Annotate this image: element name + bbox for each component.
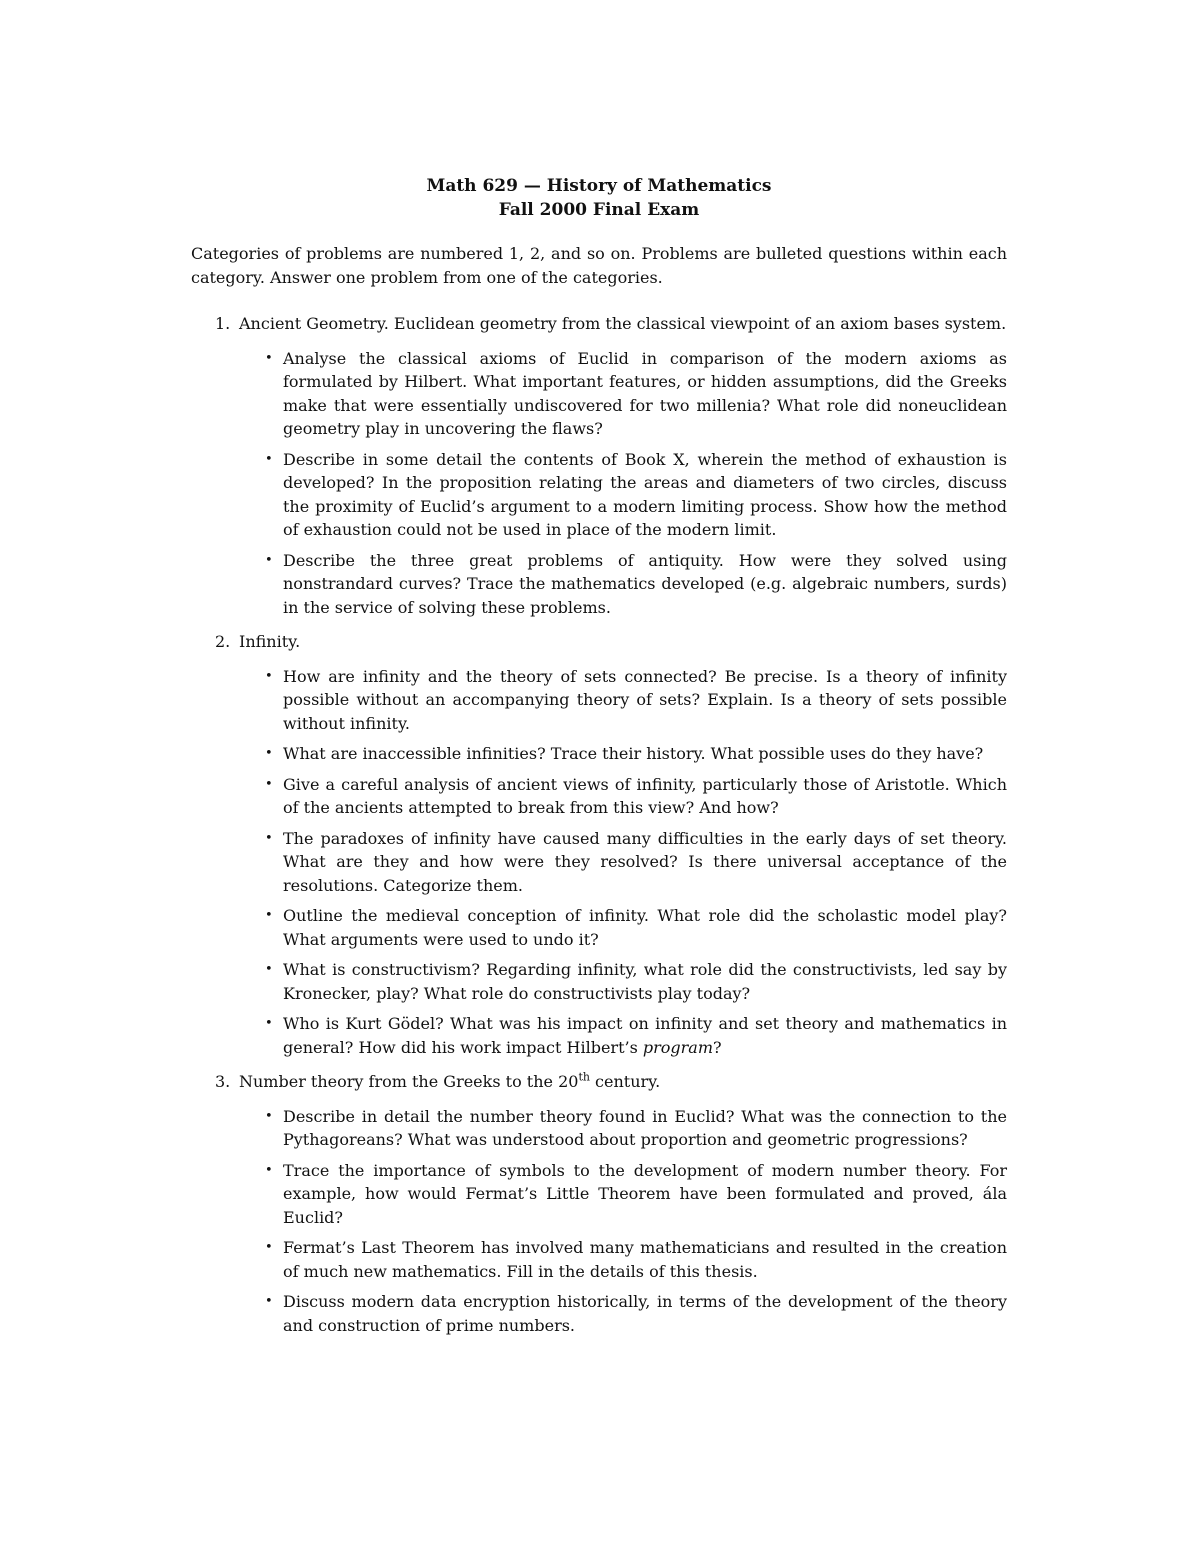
bullet-icon: •	[265, 451, 273, 467]
bullet-icon: •	[265, 1240, 273, 1255]
category-number-theory	[191, 1070, 1007, 1337]
page-title: Math 629 — History of Mathematics	[426, 176, 772, 196]
problem-item	[265, 1290, 1007, 1337]
problem-text: Describe in detail the number theory found in Euclid? What was the connection to the Pythagoreans? What was understood about proportion and geometric progressions?	[283, 1106, 1007, 1149]
problem-item	[265, 448, 1007, 542]
problem-text: Analyse the classical axioms of Euclid in comparison of the modern axioms as formulated by Hilbert. What important features, or hidden assumptions, did the Greeks make that were essentially undiscovered for two millenia? What role did noneuclidean geometry play in uncovering the flaws?	[283, 348, 1007, 438]
problem-item	[265, 1159, 1007, 1230]
problem-text: Give a careful analysis of ancient views of infinity, particularly those of Aristotle. Which of the ancients attempted to break from this view? And how?	[283, 774, 1007, 817]
problem-item	[265, 958, 1007, 1005]
problem-text: How are infinity and the theory of sets connected? Be precise. Is a theory of infinity possible without an accompanying theory of sets? Explain. Is a theory of sets possible without infinity.	[283, 666, 1007, 733]
bullet-icon: •	[265, 668, 273, 684]
problem-text: What is constructivism? Regarding infinity, what role did the constructivists, led say by Kronecker, play? What role do constructivists play today?	[283, 960, 1007, 1003]
problem-item	[265, 1236, 1007, 1283]
problem-text: Describe the three great problems of antiquity. How were they solved using nonstrandard curves? Trace the mathematics developed (e.g. algebraic numbers, surds) in the service of solving these problems.	[283, 550, 1007, 617]
category-title	[239, 1070, 1007, 1094]
instructions-paragraph: Categories of problems are numbered 1, 2, and so on. Problems are bulleted questions within each category. Answer one problem from one of the categories.	[191, 244, 1007, 287]
problem-item	[265, 347, 1007, 441]
problem-text-part: ?	[713, 1037, 722, 1057]
exam-page	[191, 174, 1007, 1348]
category-infinity	[191, 630, 1007, 1059]
bullet-icon: •	[265, 962, 273, 977]
title-block	[191, 174, 1007, 222]
problem-text	[283, 1014, 1007, 1057]
program-emphasis: program	[642, 1037, 714, 1057]
category-title-part: century.	[589, 1072, 661, 1091]
category-number: 3.	[215, 1072, 231, 1091]
problem-text: Outline the medieval conception of infinity. What role did the scholastic model play? What arguments were used to undo it?	[283, 906, 1007, 949]
problem-item	[265, 773, 1007, 820]
page-subtitle: Fall 2000 Final Exam	[498, 200, 700, 220]
bullet-icon: •	[265, 350, 273, 366]
problem-item	[265, 665, 1007, 736]
bullet-icon: •	[265, 776, 273, 792]
problem-list	[239, 665, 1007, 1060]
bullet-icon: •	[265, 908, 273, 923]
category-title: Ancient Geometry. Euclidean geometry from the classical viewpoint of an axiom bases system.	[239, 314, 1007, 333]
problem-text-part: Who is Kurt Gödel? What was his impact on infinity and set theory and mathematics in general? How did his work impact Hilbert’s	[283, 1014, 1007, 1057]
bullet-icon: •	[265, 1162, 273, 1178]
problem-text: Describe in some detail the contents of Book X, wherein the method of exhaustion is developed? In the proposition relating the areas and diameters of two circles, discuss the proximity of Euclid’s argument to a modern limiting process. Show how the method of exhaustion could not be used in place of the modern limit.	[283, 449, 1007, 539]
problem-text: What are inaccessible infinities? Trace their history. What possible uses do they have?	[283, 744, 984, 763]
problem-item	[265, 549, 1007, 620]
problem-item	[265, 827, 1007, 898]
problem-text: Fermat’s Last Theorem has involved many mathematicians and resulted in the creation of much new mathematics. Fill in the details of this thesis.	[283, 1238, 1007, 1281]
problem-list	[239, 347, 1007, 620]
problem-item	[265, 904, 1007, 951]
bullet-icon: •	[265, 746, 273, 761]
problem-text: The paradoxes of infinity have caused many difficulties in the early days of set theory. What are they and how were they resolved? Is there universal acceptance of the resolutions. Categorize them.	[283, 828, 1007, 895]
problem-item	[265, 742, 1007, 766]
bullet-icon: •	[265, 1294, 273, 1309]
category-ancient-geometry	[191, 312, 1007, 619]
category-title-part: Number theory from the Greeks to the 20	[239, 1072, 579, 1091]
problem-text: Trace the importance of symbols to the development of modern number theory. For example, how would Fermat’s Little Theorem have been formulated and proved, ála Euclid?	[283, 1160, 1007, 1227]
category-number: 2.	[215, 632, 231, 651]
problem-item	[265, 1012, 1007, 1059]
category-list	[191, 312, 1007, 1337]
problem-item	[265, 1105, 1007, 1152]
century-superscript: th	[578, 1070, 590, 1084]
problem-text: Discuss modern data encryption historically, in terms of the development of the theory and construction of prime numbers.	[283, 1292, 1007, 1335]
problem-list	[239, 1105, 1007, 1338]
bullet-icon: •	[265, 552, 273, 568]
bullet-icon: •	[265, 1108, 273, 1124]
bullet-icon: •	[265, 830, 273, 846]
bullet-icon: •	[265, 1016, 273, 1031]
category-number: 1.	[215, 314, 231, 333]
category-title: Infinity.	[239, 632, 301, 651]
